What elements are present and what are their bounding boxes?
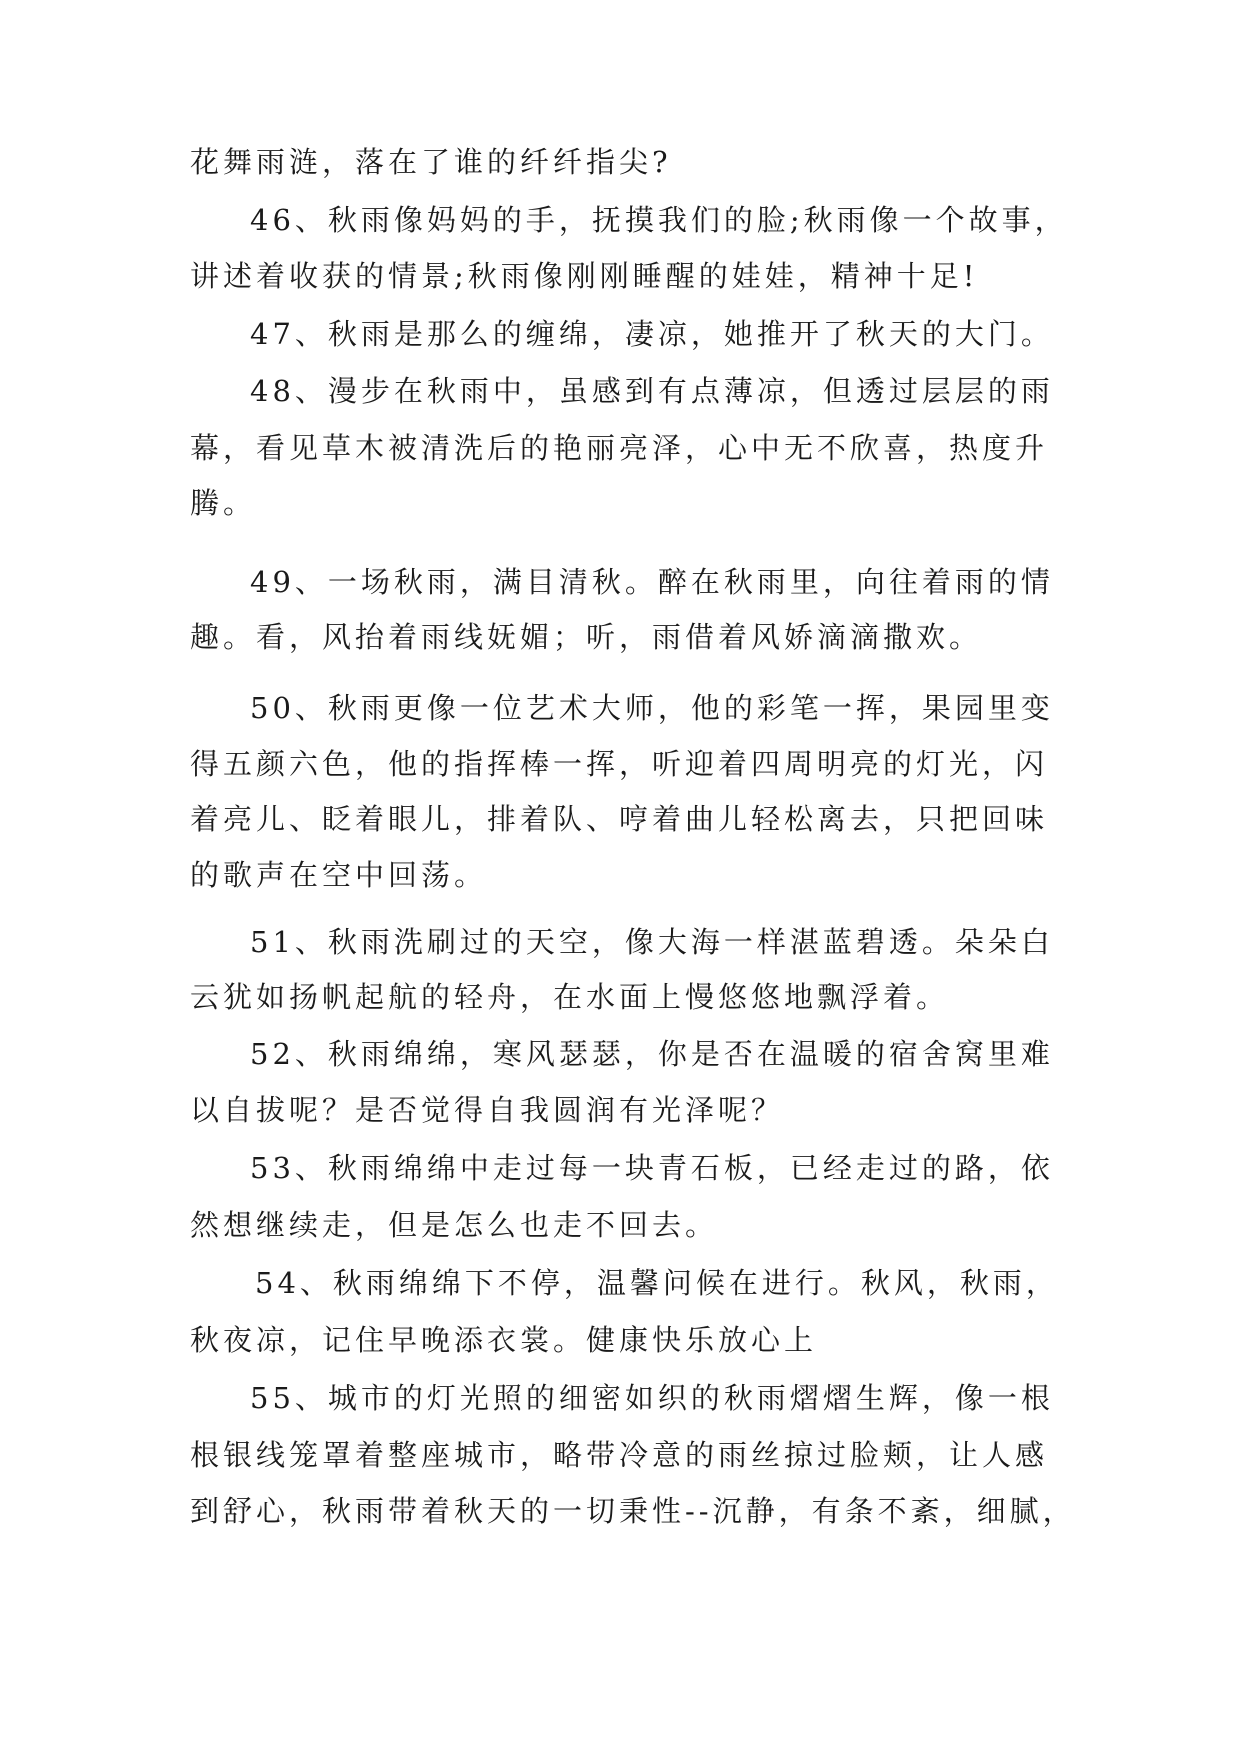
text-line: 秋夜凉，记住早晚添衣裳。健康快乐放心上: [190, 1323, 818, 1357]
text-line: 48、漫步在秋雨中，虽感到有点薄凉，但透过层层的雨: [250, 374, 1054, 408]
text-line: 然想继续走，但是怎么也走不回去。: [190, 1208, 719, 1242]
text-line: 以自拔呢？是否觉得自我圆润有光泽呢？: [190, 1093, 785, 1127]
text-line: 47、秋雨是那么的缠绵，凄凉，她推开了秋天的大门。: [250, 317, 1054, 351]
text-line: 的歌声在空中回荡。: [190, 858, 488, 892]
text-line: 49、一场秋雨，满目清秋。醉在秋雨里，向往着雨的情: [250, 565, 1054, 599]
text-line: 53、秋雨绵绵中走过每一块青石板，已经走过的路，依: [250, 1151, 1054, 1185]
text-line: 54、秋雨绵绵下不停，温馨问候在进行。秋风，秋雨，: [255, 1266, 1059, 1300]
text-line: 到舒心，秋雨带着秋天的一切秉性--沉静，有条不紊，细腻，: [190, 1494, 1076, 1528]
text-line: 55、城市的灯光照的细密如织的秋雨熠熠生辉，像一根: [250, 1381, 1054, 1415]
text-line: 51、秋雨洗刷过的天空，像大海一样湛蓝碧透。朵朵白: [250, 925, 1054, 959]
text-line: 得五颜六色，他的指挥棒一挥，听迎着四周明亮的灯光，闪: [190, 747, 1049, 781]
text-line: 幕，看见草木被清洗后的艳丽亮泽，心中无不欣喜，热度升: [190, 431, 1049, 465]
text-line: 云犹如扬帆起航的轻舟，在水面上慢悠悠地飘浮着。: [190, 980, 950, 1014]
text-line: 花舞雨涟，落在了谁的纤纤指尖?: [190, 145, 672, 179]
text-line: 趣。看，风抬着雨线妩媚；听，雨借着风娇滴滴撒欢。: [190, 620, 983, 654]
text-line: 腾。: [190, 486, 257, 520]
text-line: 46、秋雨像妈妈的手，抚摸我们的脸;秋雨像一个故事，: [250, 203, 1068, 237]
text-line: 着亮儿、眨着眼儿，排着队、哼着曲儿轻松离去，只把回味: [190, 802, 1049, 836]
text-line: 52、秋雨绵绵，寒风瑟瑟，你是否在温暖的宿舍窝里难: [250, 1037, 1054, 1071]
text-line: 根银线笼罩着整座城市，略带冷意的雨丝掠过脸颊，让人感: [190, 1438, 1049, 1472]
text-line: 50、秋雨更像一位艺术大师，他的彩笔一挥，果园里变: [250, 691, 1054, 725]
text-line: 讲述着收获的情景;秋雨像刚刚睡醒的娃娃，精神十足!: [190, 259, 979, 293]
